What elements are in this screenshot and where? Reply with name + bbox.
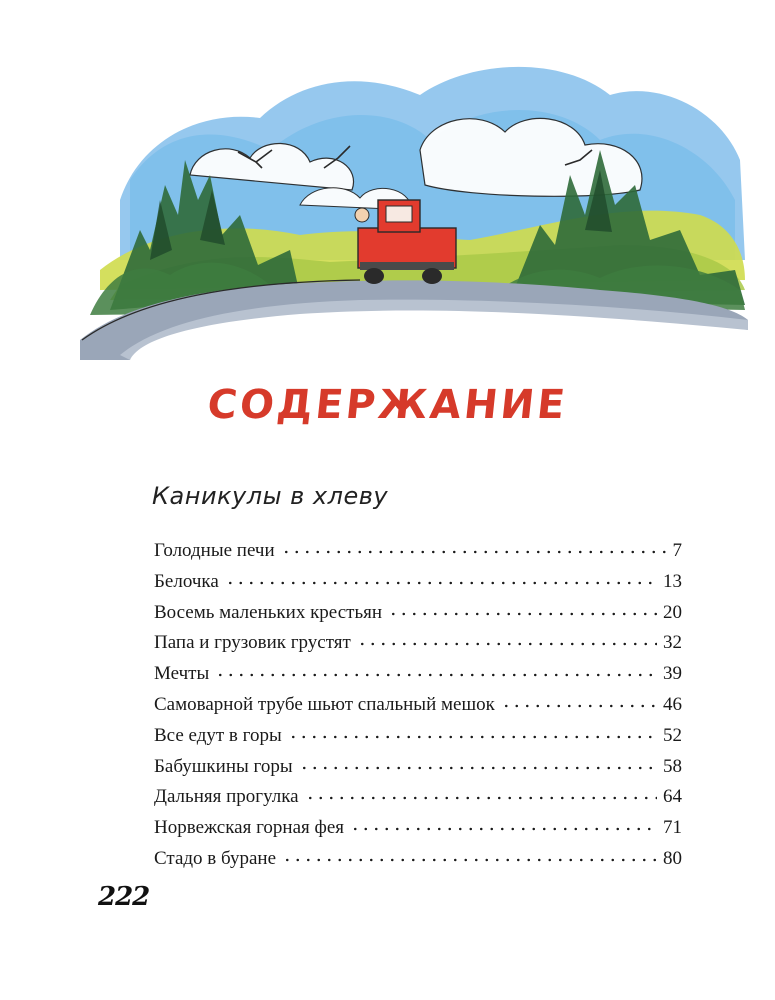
section-heading: Каникулы в хлеву [152,482,389,510]
toc-entry-title: Бабушкины горы [154,755,293,777]
toc-entry[interactable] [154,632,682,663]
toc-entry[interactable] [154,817,682,848]
toc-entry[interactable] [154,602,682,633]
dot-leader [388,612,657,616]
toc-entry-title: Белочка [154,570,219,592]
toc-entry-title: Самоварной трубе шьют спальный мешок [154,693,495,715]
toc-entry[interactable] [154,663,682,694]
table-of-contents [154,540,682,879]
truck-landscape-illustration [0,0,775,360]
toc-entry-title: Норвежская горная фея [154,817,344,839]
toc-entry[interactable] [154,694,682,725]
dot-leader [281,550,667,554]
dot-leader [288,735,657,739]
dot-leader [215,673,657,677]
toc-entry-page: 58 [663,755,682,777]
toc-entry-page: 80 [663,847,682,869]
toc-entry-page: 46 [663,693,682,715]
toc-entry-page: 71 [663,817,682,839]
toc-entry-page: 20 [663,601,682,623]
toc-entry-page: 52 [663,724,682,746]
dot-leader [282,858,657,862]
toc-entry-title: Стадо в буране [154,847,277,869]
toc-entry-title: Папа и грузовик грустят [154,632,351,654]
toc-entry-page: 64 [663,786,682,808]
dot-leader [501,704,657,708]
toc-entry-page: 13 [663,570,682,592]
toc-entry-title: Все едут в горы [154,724,282,746]
toc-entry[interactable] [154,540,682,571]
toc-entry-page: 39 [663,663,682,685]
page-number: 222 [98,882,150,912]
toc-entry-title: Голодные печи [154,540,275,561]
toc-entry-page: 7 [672,540,682,561]
dot-leader [299,766,657,770]
toc-entry[interactable] [154,725,682,756]
toc-entry[interactable] [154,756,682,787]
dot-leader [225,581,657,585]
dot-leader [350,827,657,831]
toc-entry[interactable] [154,848,682,879]
toc-entry[interactable] [154,571,682,602]
toc-entry-title: Мечты [154,663,210,685]
toc-entry-page: 32 [663,632,682,654]
page-title: СОДЕРЖАНИЕ [205,382,570,428]
toc-entry[interactable] [154,786,682,817]
dot-leader [305,796,657,800]
dot-leader [357,642,657,646]
toc-entry-title: Дальняя прогулка [154,786,299,808]
toc-entry-title: Восемь маленьких крестьян [154,601,383,623]
